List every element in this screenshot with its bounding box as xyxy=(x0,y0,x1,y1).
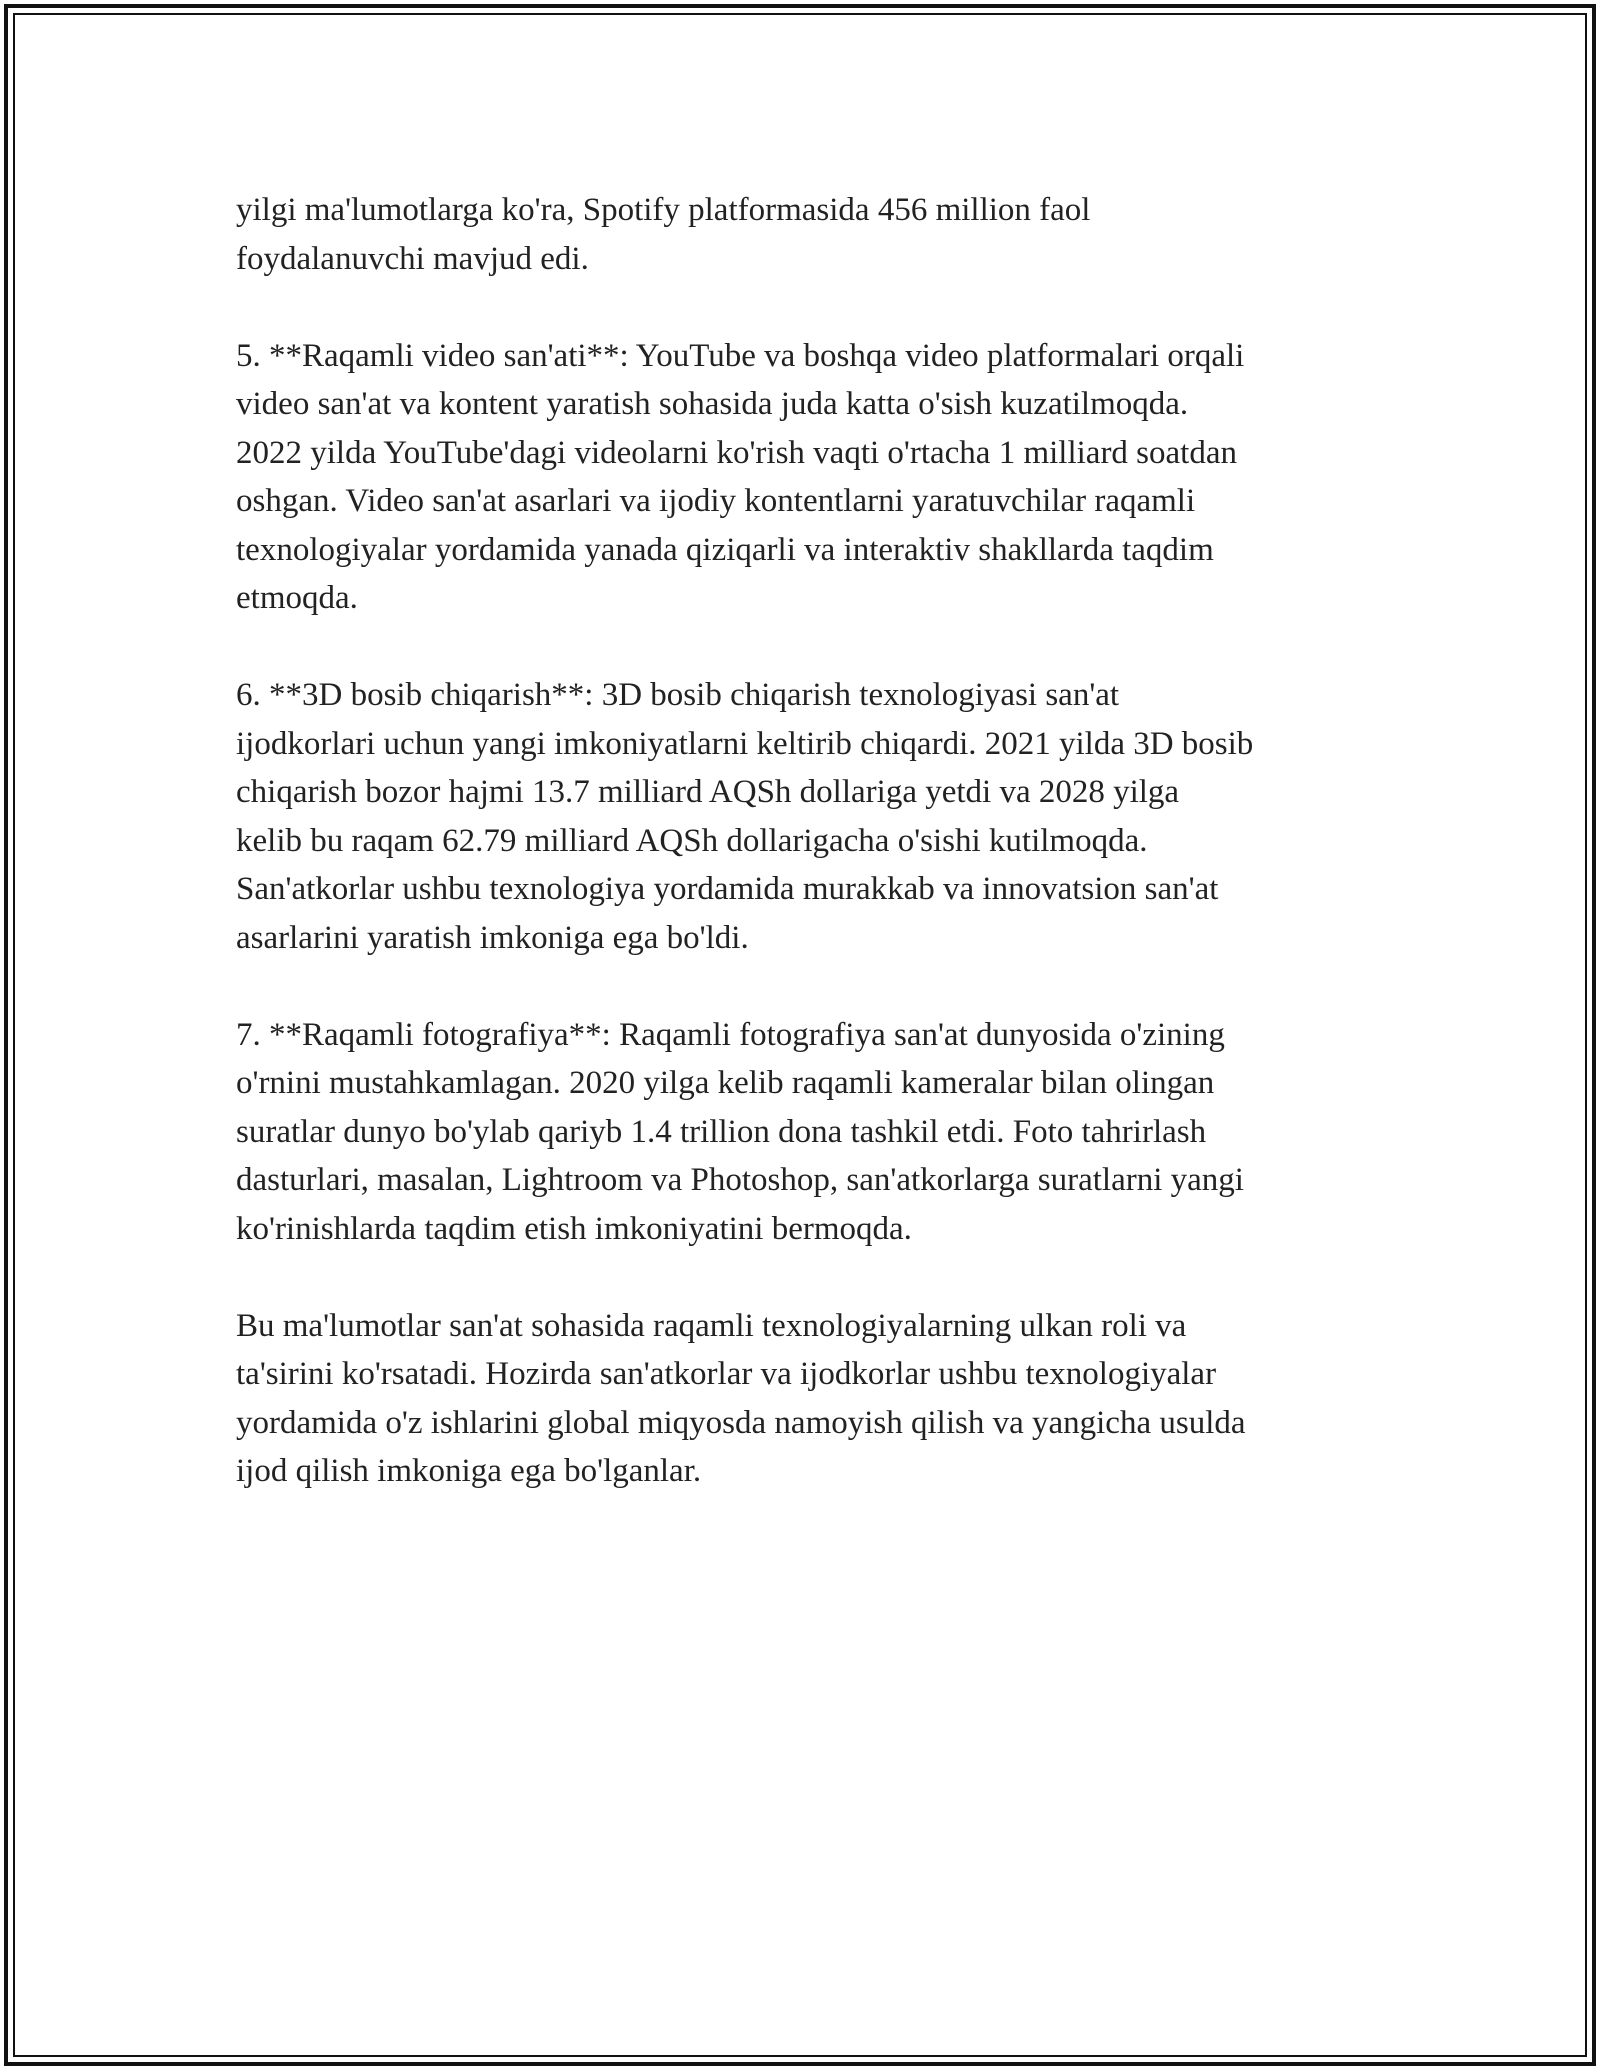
text-line: asarlarini yaratish imkoniga ega bo'ldi. xyxy=(236,919,749,956)
text-line: etmoqda. xyxy=(236,580,358,616)
paragraph-spotify-continuation xyxy=(236,186,1386,283)
paragraph-digital-photography xyxy=(236,1011,1386,1254)
text-line: video san'at va kontent yaratish sohasida juda katta o'sish kuzatilmoqda. xyxy=(236,386,1189,422)
document-body xyxy=(236,186,1386,1544)
text-line: suratlar dunyo bo'ylab qariyb 1.4 trillion dona tashkil etdi. Foto tahrirlash xyxy=(236,1113,1207,1150)
text-line: texnologiyalar yordamida yanada qiziqarli va interaktiv shakllarda taqdim xyxy=(236,531,1214,568)
text-line: 6. **3D bosib chiqarish**: 3D bosib chiqarish texnologiyasi san'at xyxy=(236,677,1120,713)
paragraph-conclusion xyxy=(236,1302,1386,1496)
text-line: yilgi ma'lumotlarga ko'ra, Spotify platformasida 456 million faol xyxy=(236,192,1091,228)
text-line: Bu ma'lumotlar san'at sohasida raqamli texnologiyalarning ulkan roli va xyxy=(236,1307,1187,1344)
text-line: ta'sirini ko'rsatadi. Hozirda san'atkorlar va ijodkorlar ushbu texnologiyalar xyxy=(236,1356,1217,1392)
paragraph-video-art xyxy=(236,332,1386,623)
text-line: San'atkorlar ushbu texnologiya yordamida murakkab va innovatsion san'at xyxy=(236,871,1219,907)
text-line: chiqarish bozor hajmi 13.7 milliard AQSh dollariga yetdi va 2028 yilga xyxy=(236,774,1180,810)
text-line: 5. **Raqamli video san'ati**: YouTube va boshqa video platformalari orqali xyxy=(236,337,1245,374)
text-line: 2022 yilda YouTube'dagi videolarni ko'rish vaqti o'rtacha 1 milliard soatdan xyxy=(236,434,1237,471)
text-line: dasturlari, masalan, Lightroom va Photoshop, san'atkorlarga suratlarni yangi xyxy=(236,1162,1244,1198)
text-line: ijod qilish imkoniga ega bo'lganlar. xyxy=(236,1453,702,1489)
text-line: kelib bu raqam 62.79 milliard AQSh dollarigacha o'sishi kutilmoqda. xyxy=(236,822,1148,859)
text-line: yordamida o'z ishlarini global miqyosda namoyish qilish va yangicha usulda xyxy=(236,1404,1246,1441)
text-line: oshgan. Video san'at asarlari va ijodiy kontentlarni yaratuvchilar raqamli xyxy=(236,483,1196,519)
paragraph-3d-printing xyxy=(236,671,1386,962)
text-line: o'rnini mustahkamlagan. 2020 yilga kelib raqamli kameralar bilan olingan xyxy=(236,1065,1215,1101)
text-line: 7. **Raqamli fotografiya**: Raqamli fotografiya san'at dunyosida o'zining xyxy=(236,1016,1225,1053)
text-line: ijodkorlari uchun yangi imkoniyatlarni keltirib chiqardi. 2021 yilda 3D bosib xyxy=(236,725,1254,762)
text-line: ko'rinishlarda taqdim etish imkoniyatini bermoqda. xyxy=(236,1210,912,1247)
text-line: foydalanuvchi mavjud edi. xyxy=(236,240,589,277)
